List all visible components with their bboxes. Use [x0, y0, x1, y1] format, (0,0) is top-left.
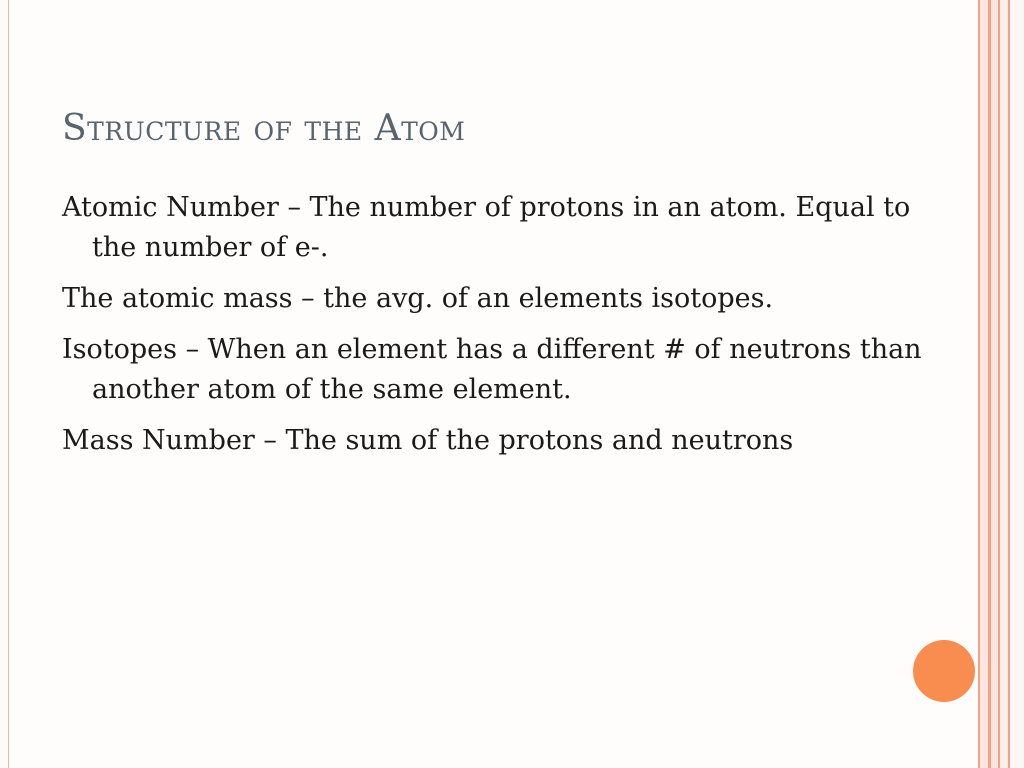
- stripe: [1010, 0, 1024, 768]
- body-paragraph-mass-number: Mass Number – The sum of the protons and neutrons: [62, 425, 794, 456]
- stripe: [980, 0, 988, 768]
- decorative-circle: [913, 640, 975, 702]
- decorative-stripes: [978, 0, 1024, 768]
- stripe: [991, 0, 998, 768]
- body-paragraph-isotopes: Isotopes – When an element has a different # of neutrons than another atom of the same element.: [62, 334, 922, 405]
- body-paragraph-atomic-mass: The atomic mass – the avg. of an elements isotopes.: [62, 283, 774, 314]
- stripe: [1000, 0, 1008, 768]
- slide-title: Structure of the Atom: [62, 108, 466, 149]
- left-border: [0, 0, 9, 768]
- slide-body: [62, 188, 922, 472]
- body-paragraph-atomic-number: Atomic Number – The number of protons in an atom. Equal to the number of e-.: [62, 192, 911, 263]
